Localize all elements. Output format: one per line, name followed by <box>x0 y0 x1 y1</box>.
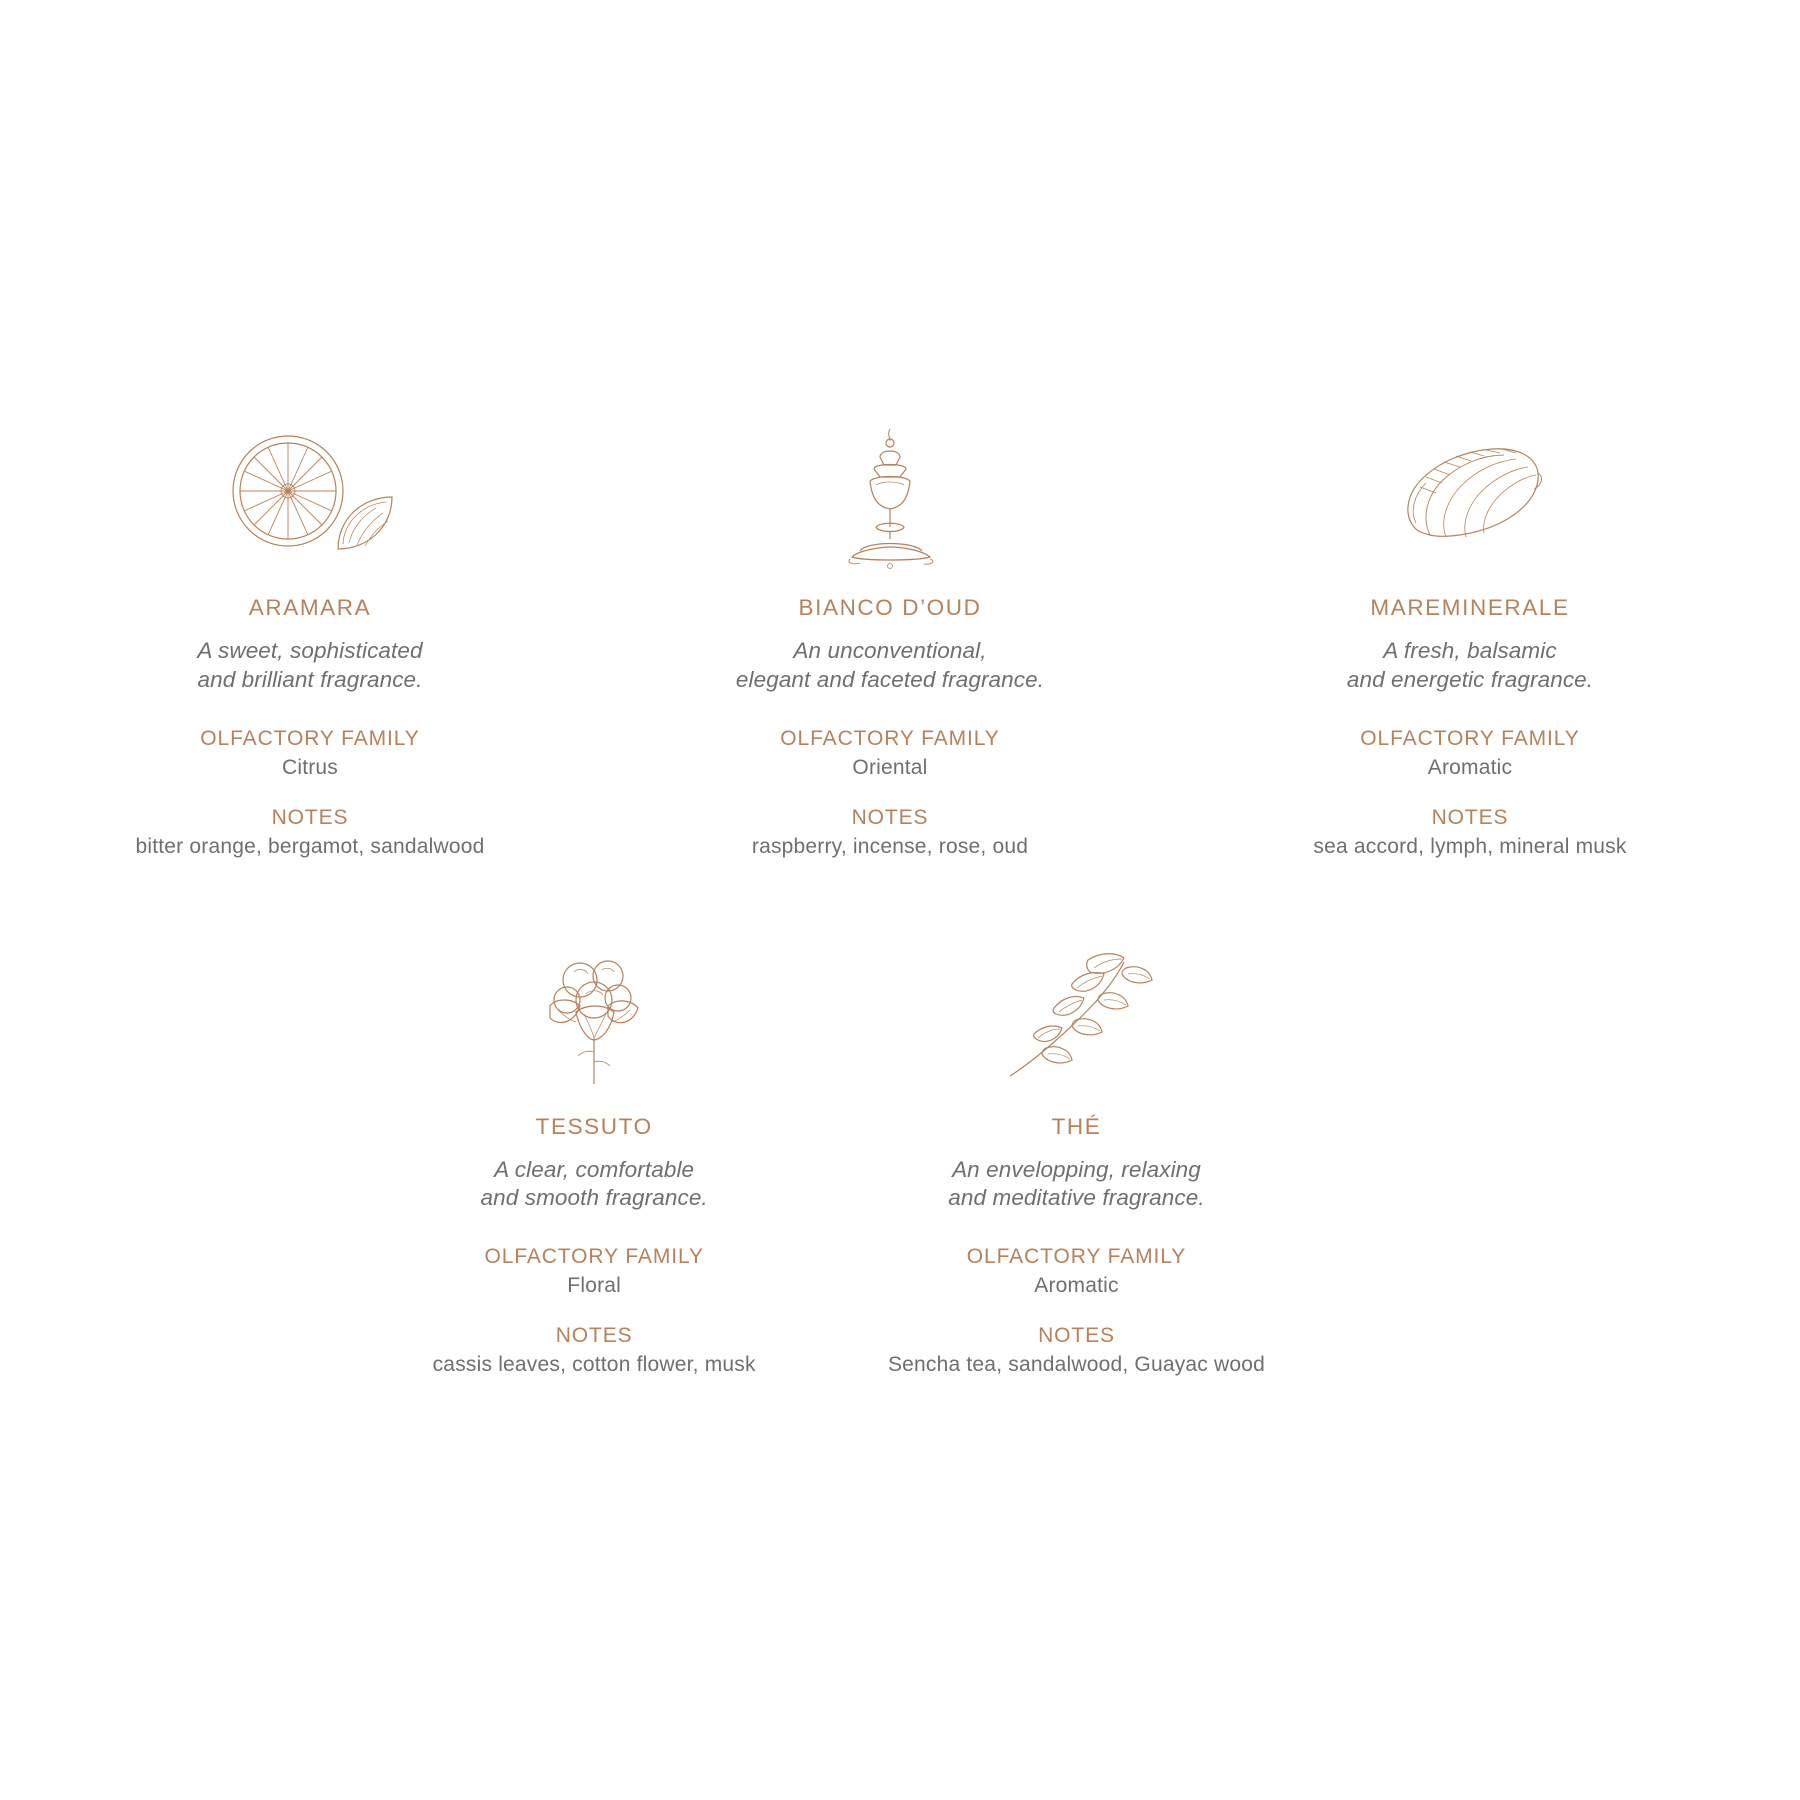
seashell-icon <box>1190 408 1750 573</box>
fragrance-grid <box>0 408 1800 1377</box>
tagline-line-2: and smooth fragrance. <box>480 1185 708 1211</box>
olfactory-family-value: Citrus <box>281 755 339 779</box>
fragrance-row-bottom <box>0 927 1800 1378</box>
olfactory-family-value: Aromatic <box>1034 1274 1119 1298</box>
notes-value: bitter orange, bergamot, sandalwood <box>135 834 485 858</box>
fragrance-tagline <box>610 637 1170 695</box>
fragrance-card-tessuto <box>353 927 835 1378</box>
tea-leaf-branch-icon <box>845 927 1307 1092</box>
notes-value: sea accord, lymph, mineral musk <box>1313 834 1627 858</box>
notes-value: cassis leaves, cotton flower, musk <box>432 1353 756 1377</box>
tagline-line-2: and energetic fragrance. <box>1346 666 1594 692</box>
olfactory-family-label: OLFACTORY FAMILY <box>966 1245 1187 1269</box>
fragrance-card-bianco-doud <box>600 408 1180 859</box>
fragrance-tagline <box>845 1156 1307 1214</box>
notes-label: NOTES <box>555 1324 633 1348</box>
fragrance-card-aramara <box>20 408 600 859</box>
tagline-line-1: An unconventional, <box>793 638 987 663</box>
olfactory-family-label: OLFACTORY FAMILY <box>484 1245 704 1269</box>
fragrance-row-top <box>0 408 1800 859</box>
cotton-flower-icon <box>363 927 825 1092</box>
notes-label: NOTES <box>271 805 349 829</box>
notes-value: Sencha tea, sandalwood, Guayac wood <box>887 1353 1266 1377</box>
notes-value: raspberry, incense, rose, oud <box>751 834 1029 858</box>
tagline-line-1: An envelopping, relaxing <box>952 1156 1201 1182</box>
fragrance-name: THÉ <box>1051 1113 1102 1139</box>
fragrance-name: ARAMARA <box>248 595 372 620</box>
notes-label: NOTES <box>1038 1324 1115 1348</box>
olfactory-family-label: OLFACTORY FAMILY <box>1360 726 1580 750</box>
olfactory-family-value: Oriental <box>852 755 928 779</box>
fragrance-name: MAREMINERALE <box>1370 595 1570 620</box>
olfactory-family-label: OLFACTORY FAMILY <box>780 726 1000 750</box>
tagline-line-1: A clear, comfortable <box>494 1156 695 1182</box>
fragrance-card-mareminerale <box>1180 408 1760 859</box>
fragrance-tagline <box>363 1156 825 1214</box>
fragrance-tagline <box>1190 637 1750 695</box>
tagline-line-2: elegant and faceted fragrance. <box>735 666 1045 692</box>
tagline-line-1: A sweet, sophisticated <box>197 638 423 663</box>
citrus-slice-icon <box>30 408 590 573</box>
fragrance-tagline <box>30 637 590 695</box>
fragrance-card-empty-slot <box>1318 927 1800 1378</box>
fragrance-name: BIANCO D’OUD <box>798 595 982 620</box>
tagline-line-2: and meditative fragrance. <box>948 1185 1205 1211</box>
notes-label: NOTES <box>1431 805 1509 829</box>
tagline-line-1: A fresh, balsamic <box>1383 638 1557 663</box>
incense-burner-icon <box>610 408 1170 573</box>
notes-label: NOTES <box>851 805 929 829</box>
fragrance-card-the <box>835 927 1317 1378</box>
fragrance-name: TESSUTO <box>535 1113 653 1139</box>
olfactory-family-value: Aromatic <box>1427 755 1513 779</box>
olfactory-family-label: OLFACTORY FAMILY <box>200 726 420 750</box>
tagline-line-2: and brilliant fragrance. <box>197 666 423 692</box>
olfactory-family-value: Floral <box>567 1274 622 1298</box>
